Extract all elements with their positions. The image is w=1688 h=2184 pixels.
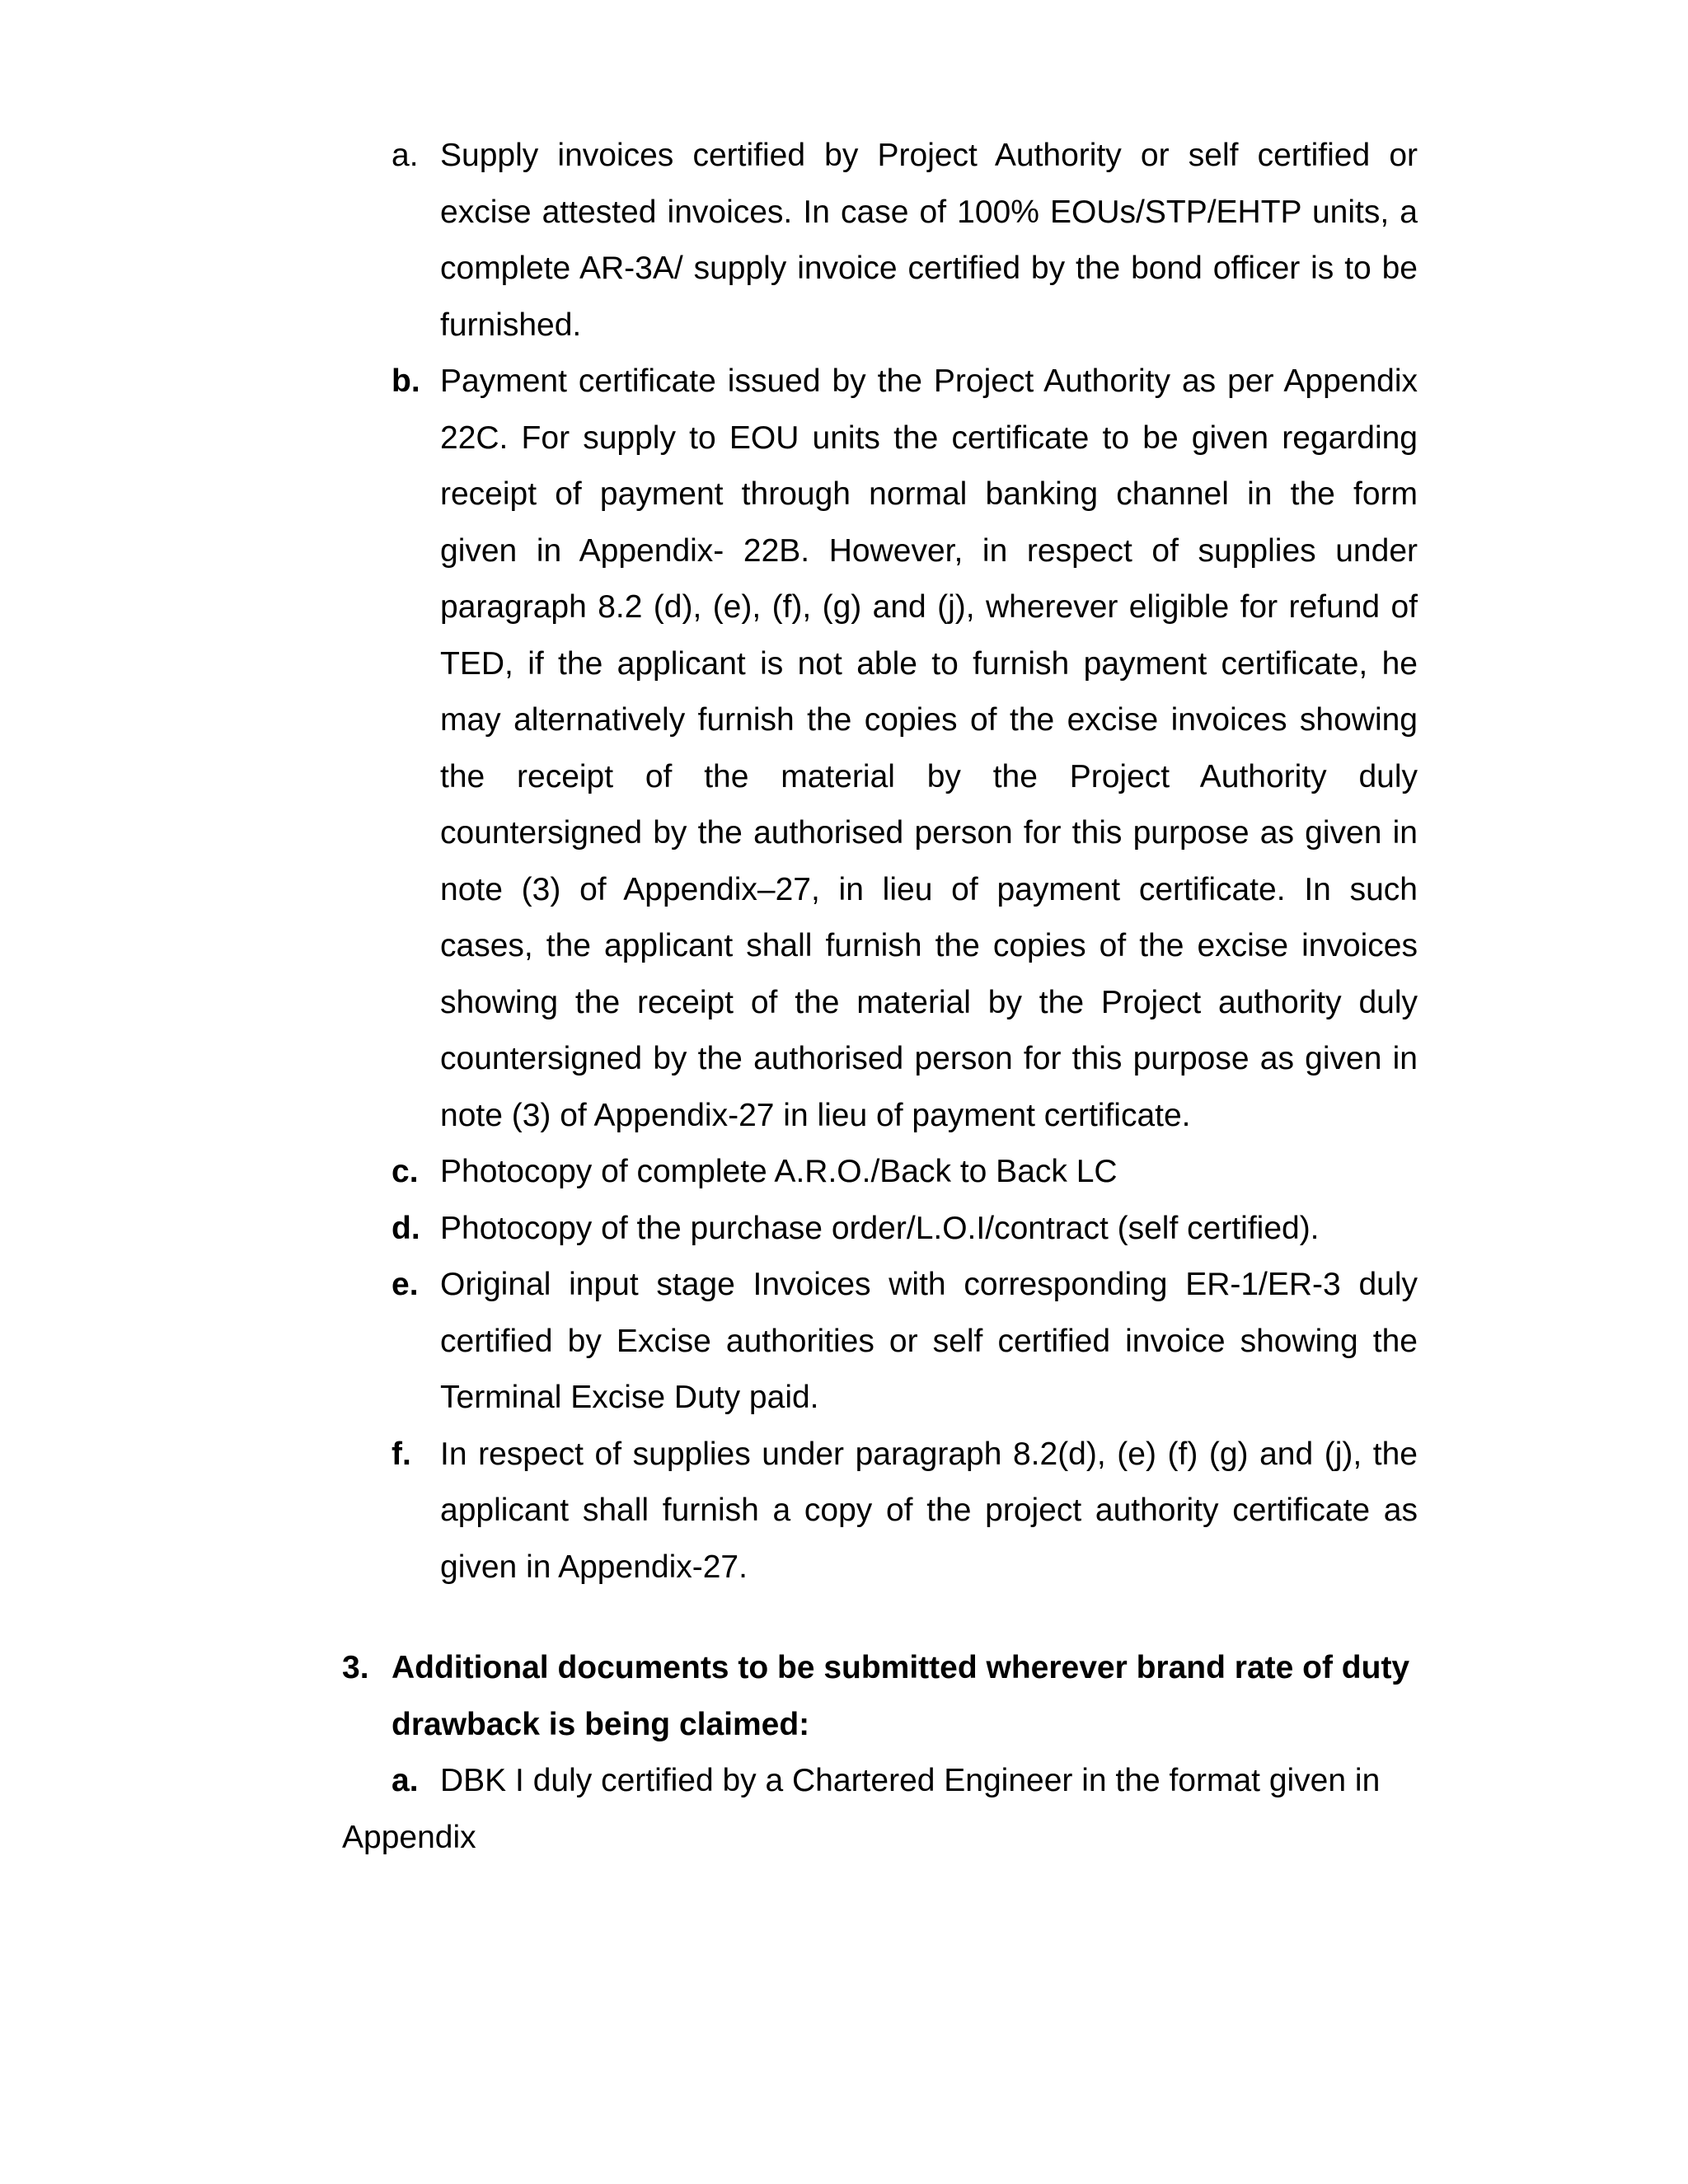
list-item-f — [392, 1427, 1418, 1596]
list-item-text: DBK I duly certified by a Chartered Engineer in the format given in — [440, 1763, 1381, 1798]
list-item-text: Original input stage Invoices with corresponding ER-1/ER-3 duly certified by Excise authorities or self certified invoice showing the Terminal Excise Duty paid. — [440, 1267, 1418, 1415]
list-item-text: Photocopy of the purchase order/L.O.I/contract (self certified). — [440, 1210, 1320, 1246]
list-marker: d. — [392, 1210, 420, 1246]
list-item-text: In respect of supplies under paragraph 8.2(d), (e) (f) (g) and (j), the applicant shall furnish a copy of the project authority certificate as given in Appendix-27. — [440, 1436, 1418, 1585]
list-marker: e. — [392, 1267, 419, 1302]
list-marker: b. — [392, 363, 420, 399]
list-item-text: Payment certificate issued by the Project Authority as per Appendix 22C. For supply to EOU units the certificate to be given regarding receipt of payment through normal banking channel in the form given in Appendix- 22B. However, in respect of supplies under paragraph 8.2 (d), (e), (f), (g) and (j), wherever eligible for refund of TED, if the applicant is not able to furnish payment certificate, he may alternatively furnish the copies of the excise invoices showing the receipt of the material by the Project Authority duly countersigned by the authorised person for this purpose as given in note (3) of Appendix–27, in lieu of payment certificate. In such cases, the applicant shall furnish the copies of the excise invoices showing the receipt of the material by the Project authority duly countersigned by the authorised person for this purpose as given in note (3) of Appendix-27 in lieu of payment certificate. — [440, 363, 1418, 1133]
list-item-e — [392, 1257, 1418, 1427]
list-marker: a. — [392, 1763, 419, 1798]
list-item-b — [392, 354, 1418, 1144]
section-heading-text: Additional documents to be submitted wherever brand rate of duty drawback is being claimed: — [392, 1650, 1410, 1742]
list-item-c — [392, 1144, 1418, 1201]
list-item-d — [392, 1201, 1418, 1258]
section-heading — [342, 1640, 1418, 1753]
list-marker: c. — [392, 1154, 419, 1189]
list-item-a — [392, 128, 1418, 354]
section-number: 3. — [342, 1650, 369, 1685]
section-3 — [342, 1640, 1418, 1866]
list-marker: a. — [392, 138, 419, 173]
list-item-text: Supply invoices certified by Project Authority or self certified or excise attested invoices. In case of 100% EOUs/STP/EHTP units, a complete AR-3A/ supply invoice certified by the bond officer is to be furnished. — [440, 138, 1418, 343]
list-item-text: Photocopy of complete A.R.O./Back to Back LC — [440, 1154, 1118, 1189]
section-3-item-a — [342, 1753, 1418, 1810]
list-marker: f. — [392, 1436, 411, 1472]
document-list — [392, 128, 1418, 1596]
section-3-item-a-continuation: Appendix — [342, 1819, 476, 1855]
